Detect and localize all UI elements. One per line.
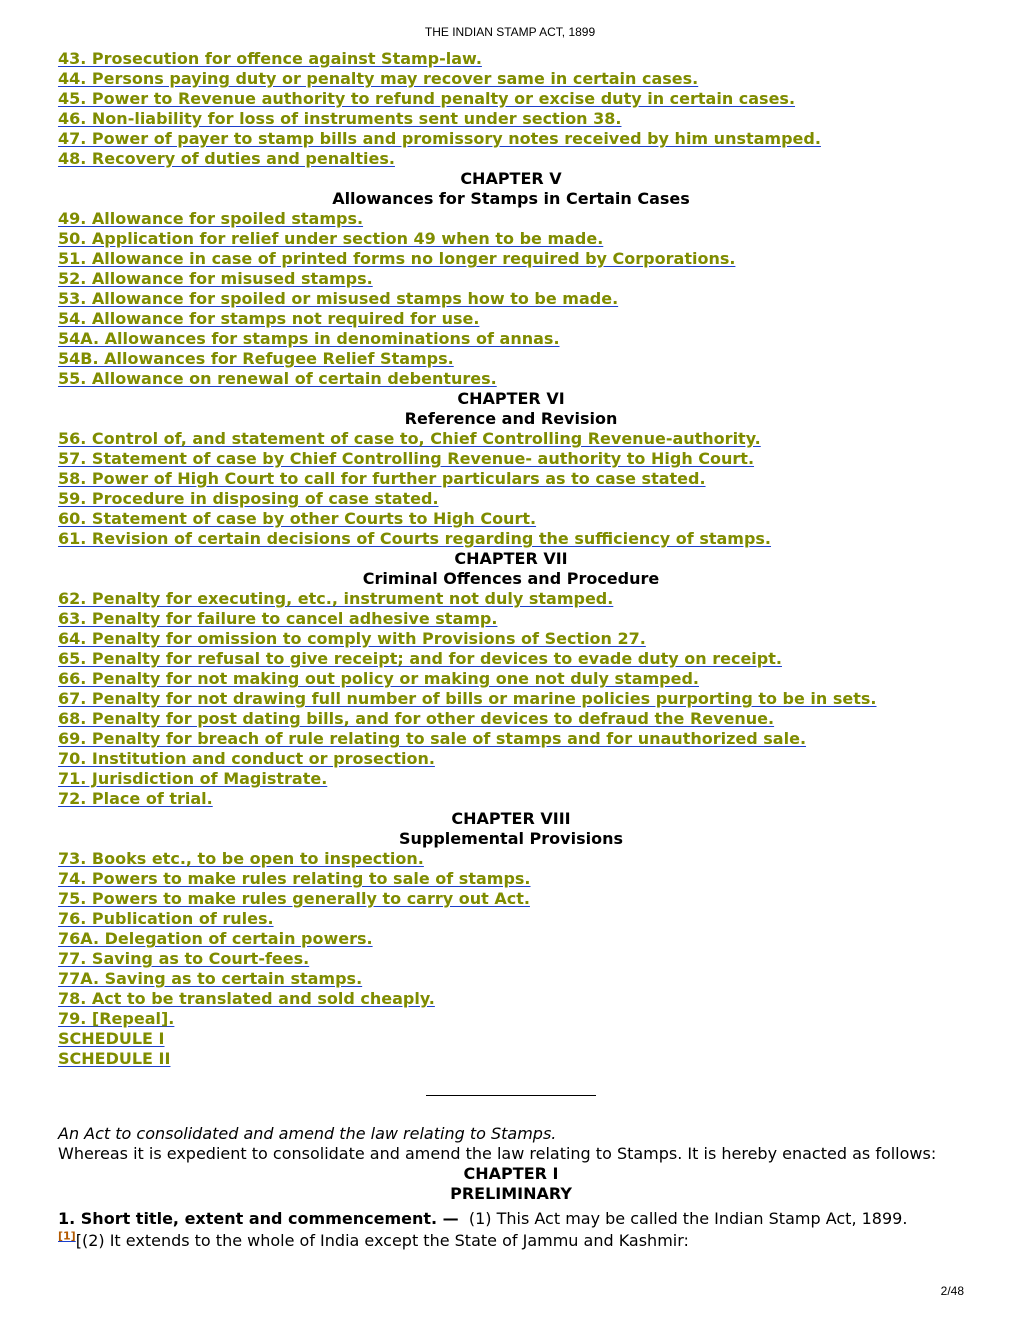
toc-link[interactable]: 60. Statement of case by other Courts to High Court. [58, 509, 537, 528]
toc-link[interactable]: 55. Allowance on renewal of certain debentures. [58, 369, 497, 388]
toc-link[interactable]: SCHEDULE II [58, 1049, 171, 1068]
page-number: 2/48 [940, 1284, 964, 1298]
toc-link[interactable]: 48. Recovery of duties and penalties. [58, 149, 395, 168]
divider-rule [426, 1095, 596, 1096]
chapter-heading: CHAPTER VI [457, 389, 565, 408]
toc-link[interactable]: 54B. Allowances for Refugee Relief Stamps. [58, 349, 454, 368]
toc-link[interactable]: 68. Penalty for post dating bills, and for other devices to defraud the Revenue. [58, 709, 775, 728]
toc-link[interactable]: 71. Jurisdiction of Magistrate. [58, 769, 328, 788]
toc-link[interactable]: 43. Prosecution for offence against Stamp-law. [58, 49, 482, 68]
toc-link[interactable]: 45. Power to Revenue authority to refund penalty or excise duty in certain cases. [58, 89, 796, 108]
chapter-title: Criminal Offences and Procedure [362, 569, 660, 588]
toc-link[interactable]: 54A. Allowances for stamps in denominations of annas. [58, 329, 560, 348]
toc-link[interactable]: 65. Penalty for refusal to give receipt; and for devices to evade duty on receipt. [58, 649, 782, 668]
toc-link[interactable]: 69. Penalty for breach of rule relating to sale of stamps and for unauthorized sale. [58, 729, 807, 748]
toc-link[interactable]: 66. Penalty for not making out policy or making one not duly stamped. [58, 669, 700, 688]
toc-link[interactable]: 63. Penalty for failure to cancel adhesive stamp. [58, 609, 498, 628]
toc-link[interactable]: 78. Act to be translated and sold cheaply. [58, 989, 435, 1008]
preamble: Whereas it is expedient to consolidate and amend the law relating to Stamps. It is hereby enacted as follows: [58, 1144, 937, 1163]
toc-section-list [58, 589, 964, 809]
toc-section-list [58, 49, 964, 169]
subsection-text: [(2) It extends to the whole of India except the State of Jammu and Kashmir: [75, 1231, 689, 1250]
section-1 [58, 1209, 964, 1251]
footnote-link[interactable]: [1] [58, 1229, 76, 1243]
toc-section-list [58, 849, 964, 1069]
toc-link[interactable]: 79. [Repeal]. [58, 1009, 175, 1028]
toc-link[interactable]: 75. Powers to make rules generally to carry out Act. [58, 889, 530, 908]
chapter-heading: CHAPTER V [460, 169, 562, 188]
toc-link[interactable]: 50. Application for relief under section 49 when to be made. [58, 229, 604, 248]
toc-link[interactable]: 47. Power of payer to stamp bills and promissory notes received by him unstamped. [58, 129, 821, 148]
chapter-heading: CHAPTER VIII [451, 809, 571, 828]
toc-link[interactable]: 46. Non-liability for loss of instruments sent under section 38. [58, 109, 622, 128]
toc-link[interactable]: 51. Allowance in case of printed forms no longer required by Corporations. [58, 249, 736, 268]
toc-link[interactable]: 62. Penalty for executing, etc., instrument not duly stamped. [58, 589, 614, 608]
toc-link[interactable]: 53. Allowance for spoiled or misused stamps how to be made. [58, 289, 619, 308]
toc-link[interactable]: 54. Allowance for stamps not required for use. [58, 309, 480, 328]
toc-link[interactable]: 59. Procedure in disposing of case stated. [58, 489, 439, 508]
chapter-title: PRELIMINARY [450, 1184, 572, 1203]
section-1-line [58, 1209, 964, 1229]
toc-link[interactable]: 52. Allowance for misused stamps. [58, 269, 373, 288]
toc-link[interactable]: 56. Control of, and statement of case to, Chief Controlling Revenue-authority. [58, 429, 761, 448]
section-text: (1) This Act may be called the Indian Stamp Act, 1899. [468, 1209, 908, 1228]
subsection-line [58, 1231, 964, 1251]
toc-link[interactable]: 72. Place of trial. [58, 789, 213, 808]
chapter-title: Allowances for Stamps in Certain Cases [332, 189, 690, 208]
toc-link[interactable]: 58. Power of High Court to call for further particulars as to case stated. [58, 469, 706, 488]
toc-link[interactable]: 73. Books etc., to be open to inspection. [58, 849, 424, 868]
chapter-heading: CHAPTER VII [454, 549, 568, 568]
toc-link[interactable]: 57. Statement of case by Chief Controlling Revenue- authority to High Court. [58, 449, 755, 468]
toc-link[interactable]: 61. Revision of certain decisions of Courts regarding the sufficiency of stamps. [58, 529, 772, 548]
toc-link[interactable]: 44. Persons paying duty or penalty may recover same in certain cases. [58, 69, 699, 88]
toc-link[interactable]: 64. Penalty for omission to comply with Provisions of Section 27. [58, 629, 646, 648]
toc-link[interactable]: 70. Institution and conduct or prosection. [58, 749, 435, 768]
act-long-title: An Act to consolidated and amend the law relating to Stamps. [58, 1124, 557, 1143]
running-header: THE INDIAN STAMP ACT, 1899 [424, 25, 596, 39]
toc-link[interactable]: 76. Publication of rules. [58, 909, 274, 928]
chapter-heading: CHAPTER I [463, 1164, 559, 1183]
toc-link[interactable]: 49. Allowance for spoiled stamps. [58, 209, 364, 228]
toc-link[interactable]: 77. Saving as to Court-fees. [58, 949, 310, 968]
document-body [58, 49, 964, 1251]
toc-section-list [58, 429, 964, 549]
toc-link[interactable]: 67. Penalty for not drawing full number of bills or marine policies purporting to be in sets. [58, 689, 877, 708]
toc-link[interactable]: 74. Powers to make rules relating to sale of stamps. [58, 869, 531, 888]
chapter-title: Reference and Revision [404, 409, 618, 428]
chapter-title: Supplemental Provisions [398, 829, 623, 848]
toc-link[interactable]: 77A. Saving as to certain stamps. [58, 969, 363, 988]
section-heading: 1. Short title, extent and commencement. — [58, 1209, 459, 1228]
toc-section-list [58, 209, 964, 389]
toc-link[interactable]: SCHEDULE I [58, 1029, 165, 1048]
toc-link[interactable]: 76A. Delegation of certain powers. [58, 929, 373, 948]
